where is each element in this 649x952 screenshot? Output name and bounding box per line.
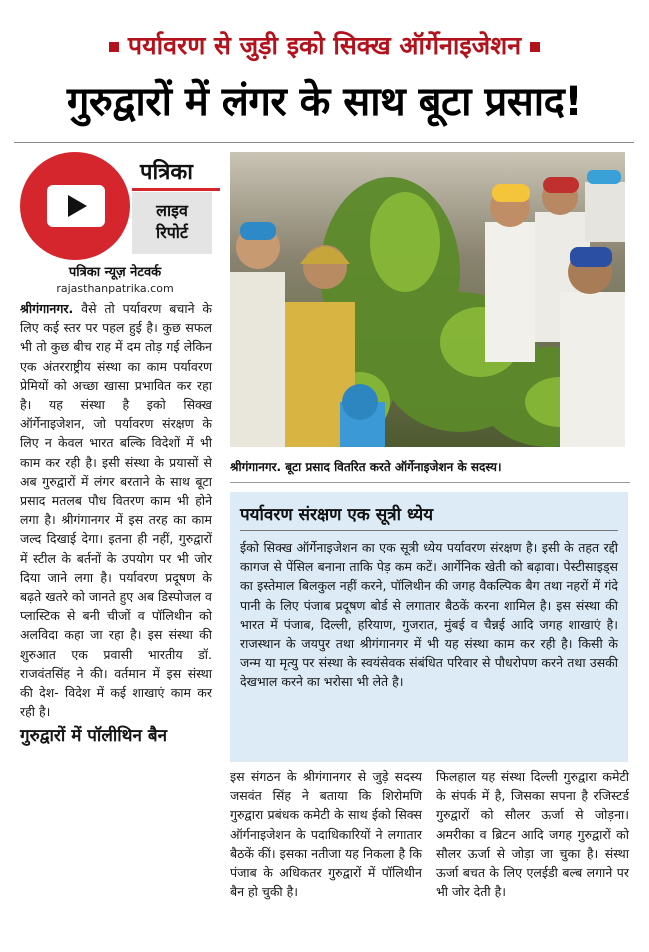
body-text-line: मतलब पौध वितरण काम भी होने (51, 493, 213, 509)
article-column-1 (20, 299, 212, 747)
body-text-line: लगाने पर भी जोर देती है। (436, 865, 629, 900)
body-text-line: फिलहाल यह संस्था दिल्ली (436, 769, 564, 784)
box-text-line: स्वयंसेवक संबंधित परिवार से पौधरोपण करने तथा उसकी देखभाल (240, 655, 618, 690)
body-text-line: बरताने के साथ बूटा प्रसाद (20, 473, 212, 509)
body-text-line: गुरुद्वारा कमेटी के संपर्क में है, (436, 769, 629, 804)
logo-accent-bar (132, 188, 220, 191)
dateline: श्रीगंगानगर. (20, 301, 74, 316)
box-title-divider (240, 530, 618, 531)
body-text-line: पदाधिकारियों ने लगातार बैठकें (230, 826, 422, 861)
article-column-3 (436, 767, 629, 901)
box-text-line: इसी के तहत रद्दी कागज से पेंसिल बनाना ताकि पेड़ कम कटें। (240, 540, 618, 575)
body-text-line: कर रही है। (20, 685, 212, 720)
body-text-line: हुए अब डिस्पोजल व प्लास्टिक (20, 589, 212, 624)
body-text-line: जुड़े सदस्य जसवंत सिंह ने (230, 769, 422, 804)
box-text-line: करने, पॉलिथीन की जगह वैकल्पिक बैग तथा नहरों में गंदे पानी के (240, 578, 618, 613)
box-text-line: संस्था की भारत में पंजाब, दिल्ली, हरियाण, गुजरात, मुंबई व चैन्नई (240, 597, 618, 632)
caption-divider (230, 482, 630, 483)
body-text-line: लगा है। श्रीगंगानगर में इस तरह (20, 512, 174, 528)
body-text-line: दिया जाने लगा है। पर्यावरण (20, 569, 166, 585)
body-text-line: से बनी चीजों व पॉलिथीन को (66, 608, 212, 624)
box-text-line: आर्गेनिक खेती को बढ़ावा। पेस्टीसाइड्स का इस्तेमाल बिलकुल नहीं (240, 559, 618, 594)
body-text-line: पर्यावरण प्रेमियों को अच्छा खासा (20, 358, 212, 393)
patrika-live-report-logo (20, 152, 210, 260)
box-text-line: करने का भरोसा भी लेते है। (281, 674, 404, 690)
body-text-line: प्रबंधक कमेटी के साथ ईको (267, 807, 396, 823)
body-text-line: बर्तनों के उपयोग पर भी जोर (76, 550, 212, 566)
kicker-text: पर्यावरण से जुड़ी इको सिक्ख ऑर्गेनाइजेशन (127, 31, 522, 60)
body-text-line: वैसे तो पर्यावरण (81, 301, 170, 316)
body-text-line: कि पंजाब के अधिकतर गुरुद्वारों (230, 845, 422, 881)
logo-brand-name: पत्रिका (140, 160, 193, 185)
logo-live-line1: लाइव (156, 201, 188, 220)
body-text-line: प्रयासों से अब गुरुद्वारों में लंगर (20, 454, 212, 489)
byline: पत्रिका न्यूज़ नेटवर्क (68, 265, 162, 280)
body-text-line: वर्तमान में इस संस्था की देश- (20, 665, 212, 701)
body-text-line: बताया कि शिरोमणि गुरुद्वारा (230, 788, 422, 823)
headline-divider (14, 142, 634, 143)
body-text-line: बचाने के लिए कई स्तर पर पहल (20, 301, 212, 336)
box-text-line: लिए पंजाब प्रदूषण बोर्ड से लगातार बैठकें करना शामिल है। इस (280, 597, 576, 613)
body-text-line: बीच राह में दम तोड़ गई लेकिन (73, 339, 212, 355)
logo-live-label (132, 192, 212, 254)
body-text-line: जिसका सपना है रजिस्टर्ड (510, 788, 630, 804)
subheading: गुरुद्वारों में पॉलीथिन बैन (20, 726, 168, 747)
box-text-line: यह संस्था काम कर रही है। किसी के जन्म या मृत्यु पर संस्था के (240, 636, 618, 671)
body-text-line: ही नहीं, गुरुद्वारों में स्टील के (20, 531, 212, 566)
body-text-line: प्रभावित कर रहा है। यह संस्था है (20, 377, 212, 413)
kicker-line (0, 28, 649, 62)
body-text-line: सिक्स ऑर्गनाइजेशन के (230, 807, 422, 842)
body-text-line: गुरुद्वारों को सौलर ऊर्जा से (436, 807, 595, 823)
box-body (240, 538, 618, 692)
body-text-line: संस्था की शुरुआत एक प्रवासी (20, 627, 212, 662)
body-text-line: बचत के लिए एलईडी बल्ब (462, 865, 587, 881)
square-bullet-icon (530, 42, 540, 52)
body-text-line: कीं। इसका नतीजा यह निकला है (258, 845, 410, 861)
square-bullet-icon (109, 42, 119, 52)
article-photo (230, 152, 625, 447)
box-title: पर्यावरण संरक्षण एक सूत्री ध्येय (240, 505, 434, 525)
sidebar-box (230, 492, 628, 762)
photo-caption: श्रीगंगानगर. बूटा प्रसाद वितरित करते ऑर्गेनाइजेशन के सदस्य। (230, 460, 502, 474)
body-text-line: काम कर रही है। इसी संस्था के (20, 454, 170, 470)
body-text-line: जगह गुरुद्वारों को सौलर ऊर्जा से (436, 826, 629, 861)
body-text-line: जोड़ा जा चुका है। संस्था ऊर्जा (436, 845, 629, 881)
body-text-line: हुई है। कुछ सफल भी तो कुछ (20, 320, 212, 355)
body-text-line: इको सिक्ख ऑर्गेनाइजेशन, जो (20, 397, 212, 432)
photo-illustration (230, 152, 625, 447)
body-text-line: इस संगठन के श्रीगंगानगर से (230, 769, 373, 784)
body-text-line: जोड़ना। अमरीका व ब्रिटन आदि (436, 807, 629, 842)
box-text-line: आदि जगह शाखाएं है। राजस्थान के जयपुर तथा श्रीगंगानगर में भी (240, 616, 618, 652)
article-column-2 (230, 767, 422, 901)
body-text-line: में पॉलिथीन बैन हो चुकी है। (230, 865, 422, 900)
body-text-line: विदेश में कई शाखाएं काम (65, 685, 198, 701)
website: rajasthanpatrika.com (56, 282, 174, 295)
play-icon (47, 185, 105, 227)
body-text-line: भारतीय डॉ. राजवंतसिंह ने की। (20, 646, 213, 681)
logo-live-line2: रिपोर्ट (156, 223, 188, 242)
body-text-line: का काम जल्द दिखाई देगा। इतना (20, 512, 212, 547)
headline: गुरुद्वारों में लंगर के साथ बूटा प्रसाद! (66, 79, 583, 125)
body-text-line: प्रदूषण के बढ़ते खतरे को जानते (20, 569, 212, 605)
body-text-line: केवल भारत बल्कि विदेशों में भी (57, 435, 212, 451)
box-text-line: ईको सिक्ख ऑर्गेनाइजेशन का एक सूत्री ध्येय पर्यावरण संरक्षण है। (240, 540, 542, 555)
body-text-line: एक अंतरराष्ट्रीय संस्था का काम (20, 358, 174, 374)
body-text-line: पर्यावरण संरक्षण के लिए न (20, 416, 212, 451)
column-1-text (20, 299, 212, 721)
body-text-line: अलविदा कहा जा रहा है। इस (20, 627, 169, 643)
